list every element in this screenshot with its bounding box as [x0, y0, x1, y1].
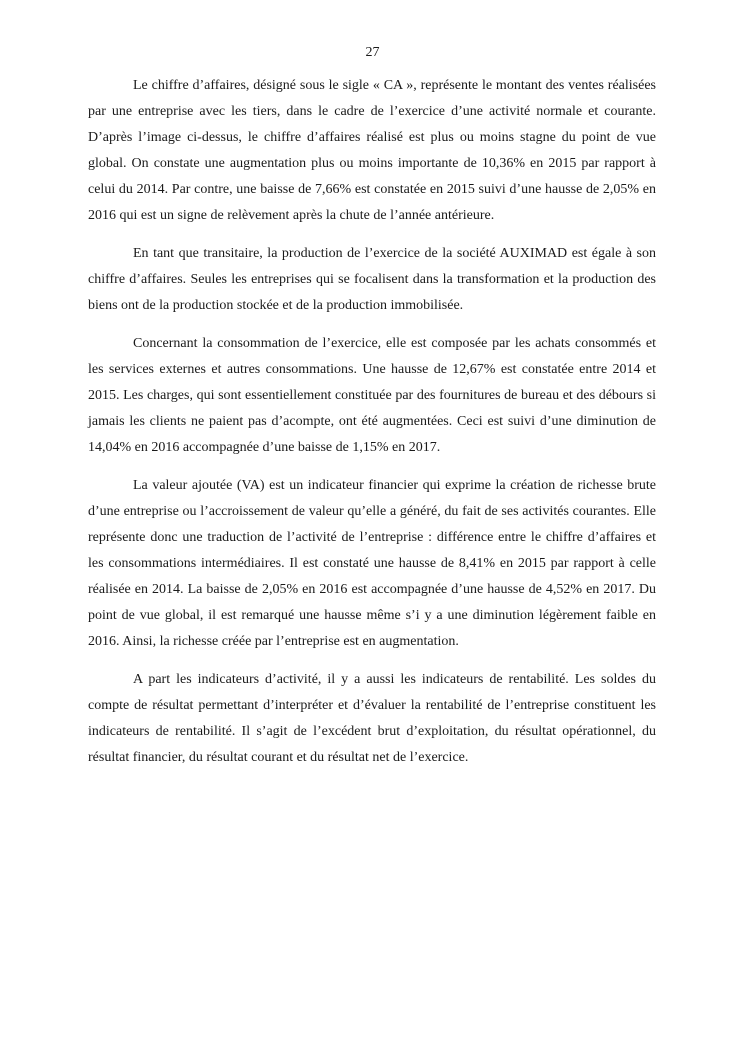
- paragraph-valeur-ajoutee: La valeur ajoutée (VA) est un indicateur financier qui exprime la création de richesse brute d’une entreprise ou l’accroissement de valeur qu’elle a généré, du fait de ses activités courantes. Elle représente donc une traduction de l’activité de l’entreprise : différence entre le chiffre d’affaires et les consommations intermédiaires. Il est constaté une hausse de 8,41% en 2015 par rapport à celle réalisée en 2014. La baisse de 2,05% en 2016 est accompagnée d’une hausse de 4,52% en 2017. Du point de vue global, il est remarqué une hausse même s’i y a une diminution légèrement faible en 2016. Ainsi, la richesse créée par l’entreprise est en augmentation.: [88, 478, 656, 649]
- paragraph-consommation: Concernant la consommation de l’exercice, elle est composée par les achats consommés et les services externes et autres consommations. Une hausse de 12,67% est constatée entre 2014 et 2015. Les charges, qui sont essentiellement constituée par des fournitures de bureau et des débours si jamais les clients ne paient pas d’acompte, ont été augmentées. Ceci est suivi d’une diminution de 14,04% en 2016 accompagnée d’une baisse de 1,15% en 2017.: [88, 336, 656, 455]
- page-number: 27: [365, 45, 380, 60]
- paragraph-chiffre-affaires: Le chiffre d’affaires, désigné sous le sigle « CA », représente le montant des ventes réalisées par une entreprise avec les tiers, dans le cadre de l’exercice d’une activité normale et courante. D’après l’image ci-dessus, le chiffre d’affaires réalisé est plus ou moins stagne du point de vue global. On constate une augmentation plus ou moins importante de 10,36% en 2015 par rapport à celui du 2014. Par contre, une baisse de 7,66% est constatée en 2015 suivi d’une hausse de 2,05% en 2016 qui est un signe de relèvement après la chute de l’année antérieure.: [88, 78, 656, 223]
- document-body: [88, 73, 656, 783]
- paragraph-production: En tant que transitaire, la production de l’exercice de la société AUXIMAD est égale à son chiffre d’affaires. Seules les entreprises qui se focalisent dans la transformation et la production des biens ont de la production stockée et de la production immobilisée.: [88, 246, 656, 313]
- paragraph-rentabilite: A part les indicateurs d’activité, il y a aussi les indicateurs de rentabilité. Les soldes du compte de résultat permettant d’interpréter et d’évaluer la rentabilité de l’entreprise constituent les indicateurs de rentabilité. Il s’agit de l’excédent brut d’exploitation, du résultat opérationnel, du résultat financier, du résultat courant et du résultat net de l’exercice.: [88, 672, 656, 765]
